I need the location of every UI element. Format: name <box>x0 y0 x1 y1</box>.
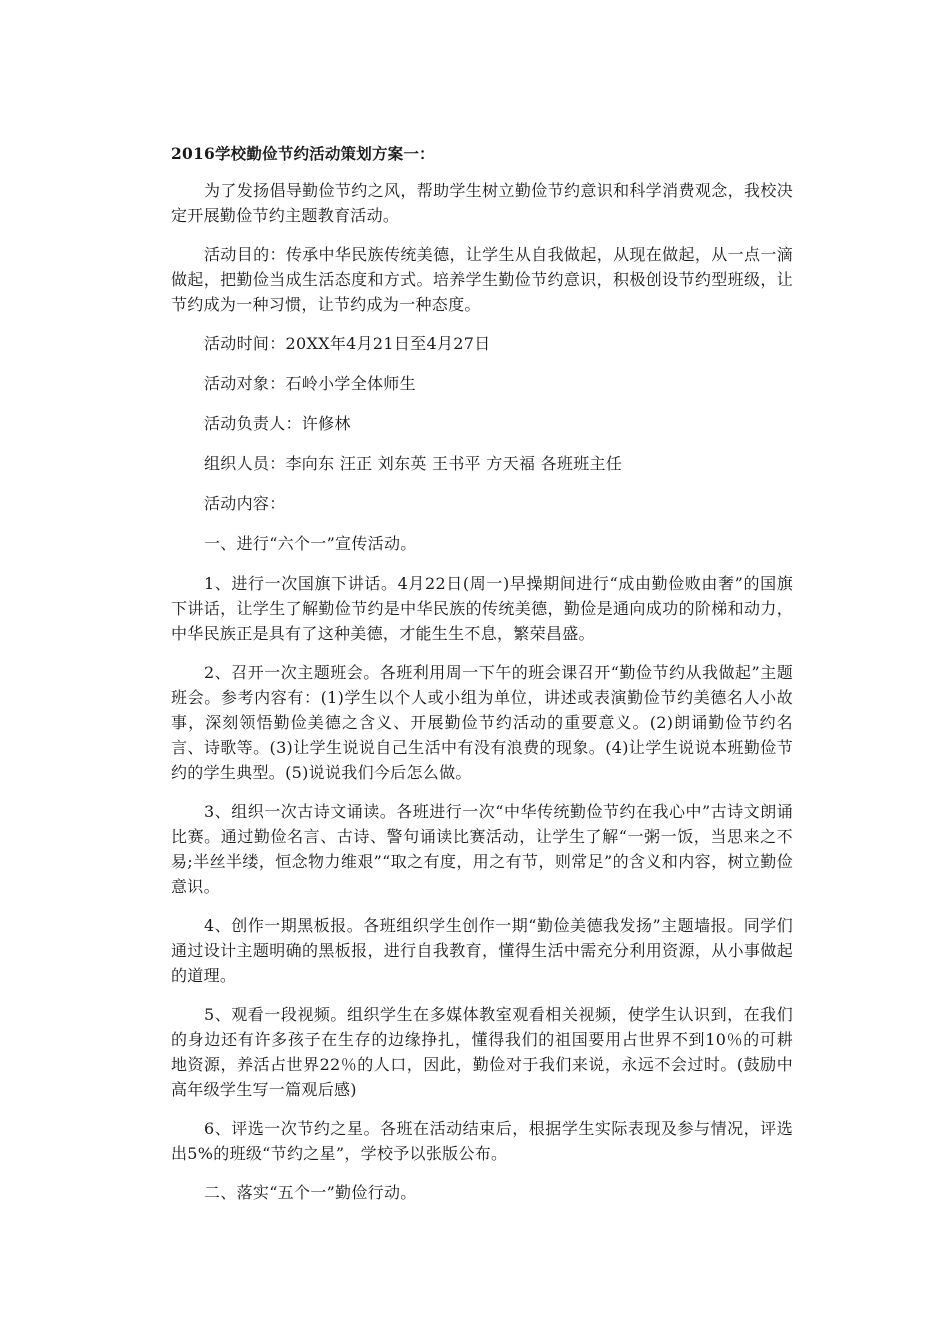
item-2-paragraph: 2、召开一次主题班会。各班利用周一下午的班会课召开“勤俭节约从我做起”主题班会。参考内容有：(1)学生以个人或小组为单位，讲述或表演勤俭节约美德名人小故事，深刻领悟勤俭美德之含义、开展勤俭节约活动的重要意义。(2)朗诵勤俭节约名言、诗歌等。(3)让学生说说自己生活中有没有浪费的现象。(4)让学生说说本班勤俭节约的学生典型。(5)说说我们今后怎么做。 <box>171 663 793 782</box>
intro-paragraph: 为了发扬倡导勤俭节约之风，帮助学生树立勤俭节约意识和科学消费观念，我校决定开展勤俭节约主题教育活动。 <box>171 181 793 225</box>
purpose-paragraph: 活动目的：传承中华民族传统美德，让学生从自我做起，从现在做起，从一点一滴做起，把勤俭当成生活态度和方式。培养学生勤俭节约意识，积极创设节约型班级，让节约成为一种习惯，让节约成为一种态度。 <box>171 245 793 314</box>
staff-paragraph: 组织人员：李向东 汪正 刘东英 王书平 方天福 各班班主任 <box>204 454 623 473</box>
section-one-heading: 一、进行“六个一”宣传活动。 <box>204 534 417 553</box>
item-5-paragraph: 5、观看一段视频。组织学生在多媒体教室观看相关视频，使学生认识到，在我们的身边还有许多孩子在生存的边缘挣扎，懂得我们的祖国要用占世界不到10％的可耕地资源，养活占世界22％的人口，因此，勤俭对于我们来说，永远不会过时。(鼓励中高年级学生写一篇观后感) <box>171 1005 793 1099</box>
item-4-paragraph: 4、创作一期黑板报。各班组织学生创作一期“勤俭美德我发扬”主题墙报。同学们通过设计主题明确的黑板报，进行自我教育，懂得生活中需充分利用资源，从小事做起的道理。 <box>171 916 793 985</box>
item-1-paragraph: 1、进行一次国旗下讲话。4月22日(周一)早操期间进行“成由勤俭败由奢”的国旗下讲话，让学生了解勤俭节约是中华民族的传统美德，勤俭是通向成功的阶梯和动力，中华民族正是具有了这种美德，才能生生不息，繁荣昌盛。 <box>171 574 793 643</box>
section-two-heading: 二、落实“五个一”勤俭行动。 <box>204 1183 417 1202</box>
time-paragraph: 活动时间：20XX年4月21日至4月27日 <box>204 334 491 353</box>
content-heading: 活动内容： <box>204 494 286 513</box>
document-body <box>171 142 793 1220</box>
item-3-paragraph: 3、组织一次古诗文诵读。各班进行一次“中华传统勤俭节约在我心中”古诗文朗诵比赛。通过勤俭名言、古诗、警句诵读比赛活动，让学生了解“一粥一饭，当思来之不易;半丝半缕，恒念物力维艰”“取之有度，用之有节，则常足”的含义和内容，树立勤俭意识。 <box>171 802 793 896</box>
document-title: 2016学校勤俭节约活动策划方案一： <box>171 144 435 163</box>
item-6-paragraph: 6、评选一次节约之星。各班在活动结束后，根据学生实际表现及参与情况，评选出5%的班级“节约之星”，学校予以张版公布。 <box>171 1119 793 1163</box>
leader-paragraph: 活动负责人：许修林 <box>204 414 351 433</box>
audience-paragraph: 活动对象：石岭小学全体师生 <box>204 374 416 393</box>
